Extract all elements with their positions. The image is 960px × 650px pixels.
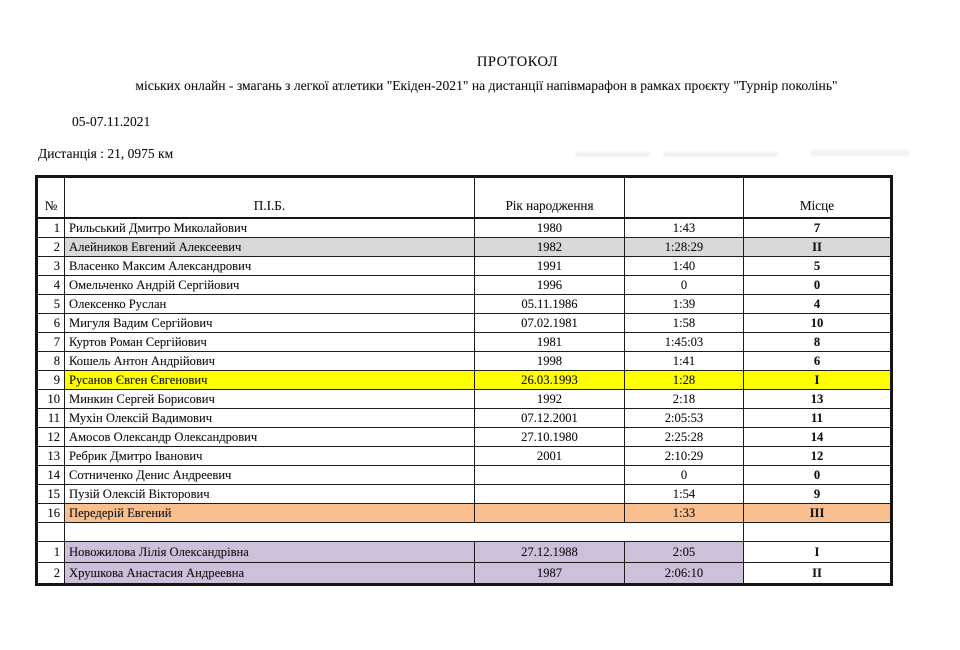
men-row-8 [37, 352, 892, 371]
runner-number: 10 [37, 390, 65, 409]
spacer-row [37, 523, 892, 542]
place-value: 5 [744, 257, 892, 276]
place-value: 12 [744, 447, 892, 466]
result-time: 1:28:29 [625, 238, 744, 257]
runner-number: 16 [37, 504, 65, 523]
runner-number: 5 [37, 295, 65, 314]
result-time: 0 [625, 466, 744, 485]
men-row-11 [37, 409, 892, 428]
birth-year: 26.03.1993 [475, 371, 625, 390]
place-value: 11 [744, 409, 892, 428]
result-time: 2:05 [625, 542, 744, 563]
men-row-10 [37, 390, 892, 409]
men-results-section [37, 218, 892, 523]
place-value: II [744, 563, 892, 585]
place-value: I [744, 371, 892, 390]
women-row-1 [37, 542, 892, 563]
runner-name: Алейников Евгений Алексеевич [65, 238, 475, 257]
result-time: 1:28 [625, 371, 744, 390]
runner-number: 7 [37, 333, 65, 352]
runner-name: Куртов Роман Сергійович [65, 333, 475, 352]
runner-number: 2 [37, 238, 65, 257]
result-time: 1:54 [625, 485, 744, 504]
document-subtitle: міських онлайн - змагань з легкої атлетики "Екіден-2021" на дистанції напівмарафон в рамках проєкту "Турнір поколінь" [135, 78, 838, 93]
runner-number: 13 [37, 447, 65, 466]
runner-name: Минкин Сергей Борисович [65, 390, 475, 409]
col-header-number: № [37, 177, 65, 219]
men-row-6 [37, 314, 892, 333]
runner-name: Кошель Антон Андрійович [65, 352, 475, 371]
birth-year: 1998 [475, 352, 625, 371]
runner-name: Омельченко Андрій Сергійович [65, 276, 475, 295]
runner-number: 11 [37, 409, 65, 428]
birth-year [475, 466, 625, 485]
runner-number: 14 [37, 466, 65, 485]
col-header-year: Рік народження [475, 177, 625, 219]
runner-name: Сотниченко Денис Андреевич [65, 466, 475, 485]
men-row-2 [37, 238, 892, 257]
runner-name: Олексенко Руслан [65, 295, 475, 314]
place-value: 6 [744, 352, 892, 371]
runner-name: Передерій Евгений [65, 504, 475, 523]
scan-artifact [663, 152, 778, 157]
men-row-5 [37, 295, 892, 314]
place-value: 10 [744, 314, 892, 333]
birth-year: 2001 [475, 447, 625, 466]
spacer-cell [744, 523, 892, 542]
runner-name: Власенко Максим Александрович [65, 257, 475, 276]
birth-year: 1992 [475, 390, 625, 409]
birth-year: 27.10.1980 [475, 428, 625, 447]
result-time: 1:45:03 [625, 333, 744, 352]
place-value: 8 [744, 333, 892, 352]
runner-name: Рильський Дмитро Миколайович [65, 218, 475, 238]
distance-label: Дистанція : 21, 0975 км [38, 146, 174, 161]
runner-number: 1 [37, 542, 65, 563]
place-value: I [744, 542, 892, 563]
birth-year: 07.12.2001 [475, 409, 625, 428]
runner-name: Новожилова Лілія Олександрівна [65, 542, 475, 563]
col-header-time [625, 177, 744, 219]
runner-name: Мигуля Вадим Сергійович [65, 314, 475, 333]
result-time: 2:18 [625, 390, 744, 409]
runner-number: 6 [37, 314, 65, 333]
men-row-7 [37, 333, 892, 352]
birth-year: 1981 [475, 333, 625, 352]
spacer-cell [37, 523, 65, 542]
birth-year: 05.11.1986 [475, 295, 625, 314]
runner-name: Мухін Олексій Вадимович [65, 409, 475, 428]
result-time: 0 [625, 276, 744, 295]
runner-name: Амосов Олександр Олександрович [65, 428, 475, 447]
place-value: 0 [744, 276, 892, 295]
result-time: 1:58 [625, 314, 744, 333]
place-value: 0 [744, 466, 892, 485]
men-row-9 [37, 371, 892, 390]
col-header-name: П.І.Б. [65, 177, 475, 219]
result-time: 2:25:28 [625, 428, 744, 447]
place-value: III [744, 504, 892, 523]
men-row-13 [37, 447, 892, 466]
runner-number: 4 [37, 276, 65, 295]
place-value: 9 [744, 485, 892, 504]
result-time: 1:43 [625, 218, 744, 238]
women-row-2 [37, 563, 892, 585]
birth-year: 1991 [475, 257, 625, 276]
scan-artifact [575, 152, 650, 157]
runner-number: 8 [37, 352, 65, 371]
place-value: 7 [744, 218, 892, 238]
runner-number: 15 [37, 485, 65, 504]
col-header-place: Місце [744, 177, 892, 219]
runner-number: 3 [37, 257, 65, 276]
women-results-section [37, 542, 892, 585]
place-value: 4 [744, 295, 892, 314]
birth-year: 07.02.1981 [475, 314, 625, 333]
men-row-15 [37, 485, 892, 504]
document-title: ПРОТОКОЛ [476, 54, 559, 70]
place-value: 13 [744, 390, 892, 409]
runner-number: 12 [37, 428, 65, 447]
birth-year: 1980 [475, 218, 625, 238]
result-time: 1:41 [625, 352, 744, 371]
runner-name: Ребрик Дмитро Іванович [65, 447, 475, 466]
runner-name: Пузій Олексій Вікторович [65, 485, 475, 504]
men-row-4 [37, 276, 892, 295]
section-spacer [37, 523, 892, 542]
result-time: 2:06:10 [625, 563, 744, 585]
birth-year: 1987 [475, 563, 625, 585]
birth-year [475, 485, 625, 504]
result-time: 1:40 [625, 257, 744, 276]
men-row-14 [37, 466, 892, 485]
place-value: II [744, 238, 892, 257]
runner-number: 1 [37, 218, 65, 238]
result-time: 1:33 [625, 504, 744, 523]
results-table [35, 175, 893, 586]
runner-name: Хрушкова Анастасия Андреевна [65, 563, 475, 585]
runner-number: 2 [37, 563, 65, 585]
result-time: 2:05:53 [625, 409, 744, 428]
men-row-12 [37, 428, 892, 447]
runner-name: Русанов Євген Євгенович [65, 371, 475, 390]
spacer-cell [65, 523, 744, 542]
result-time: 1:39 [625, 295, 744, 314]
scan-artifact [810, 150, 910, 156]
runner-number: 9 [37, 371, 65, 390]
birth-year: 1982 [475, 238, 625, 257]
table-header-row [37, 177, 892, 219]
men-row-1 [37, 218, 892, 238]
event-date: 05-07.11.2021 [72, 114, 151, 129]
result-time: 2:10:29 [625, 447, 744, 466]
birth-year [475, 504, 625, 523]
men-row-3 [37, 257, 892, 276]
men-row-16 [37, 504, 892, 523]
birth-year: 1996 [475, 276, 625, 295]
birth-year: 27.12.1988 [475, 542, 625, 563]
place-value: 14 [744, 428, 892, 447]
